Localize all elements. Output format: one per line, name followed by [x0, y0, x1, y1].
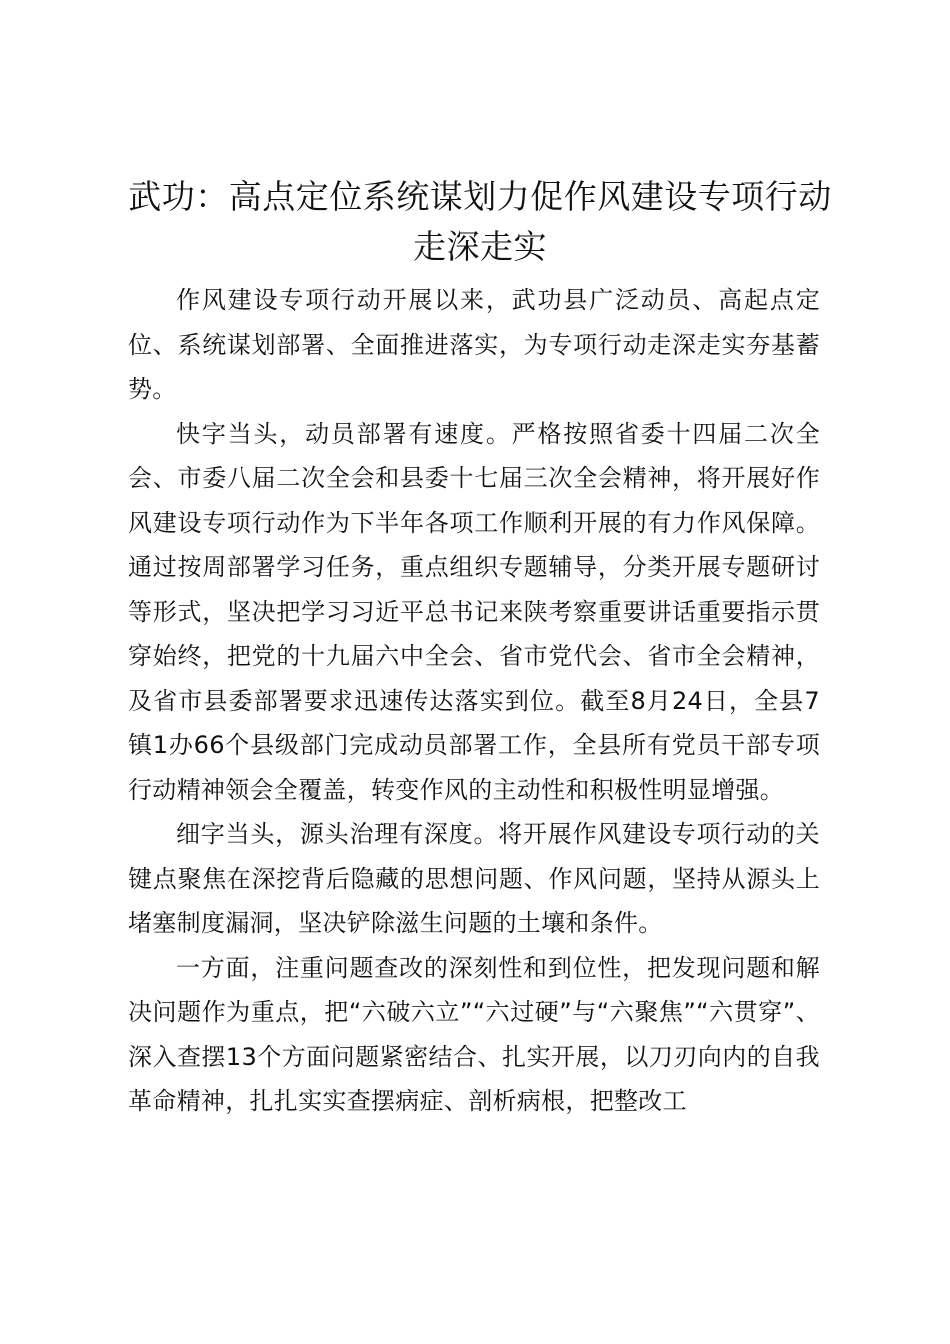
- paragraph: 作风建设专项行动开展以来，武功县广泛动员、高起点定位、系统谋划部署、全面推进落实，为专项行动走深走实夯基蓄势。: [128, 286, 820, 403]
- paragraph: 细字当头，源头治理有深度。将开展作风建设专项行动的关键点聚焦在深挖背后隐藏的思想问题、作风问题，坚持从源头上堵塞制度漏洞，坚决铲除滋生问题的土壤和条件。: [128, 820, 820, 937]
- document-title: 武功：高点定位系统谋划力促作风建设专项行动走深走实: [128, 177, 832, 266]
- document-body: [128, 278, 820, 1124]
- paragraph: 快字当头，动员部署有速度。严格按照省委十四届二次全会、市委八届二次全会和县委十七届三次全会精神，将开展好作风建设专项行动作为下半年各项工作顺利开展的有力作风保障。通过按周部署学习任务，重点组织专题辅导，分类开展专题研讨等形式，坚决把学习习近平总书记来陕考察重要讲话重要指示贯穿始终，把党的十九届六中全会、省市党代会、省市全会精神，及省市县委部署要求迅速传达落实到位。截至8月24日，全县7镇1办66个县级部门完成动员部署工作，全县所有党员干部专项行动精神领会全覆盖，转变作风的主动性和积极性明显增强。: [128, 419, 820, 804]
- paragraph: 一方面，注重问题查改的深刻性和到位性，把发现问题和解决问题作为重点，把“六破六立”“六过硬”与“六聚焦”“六贯穿”、深入查摆13个方面问题紧密结合、扎实开展，以刀刃向内的自我革命精神，扎扎实实查摆病症、剖析病根，把整改工: [128, 953, 820, 1115]
